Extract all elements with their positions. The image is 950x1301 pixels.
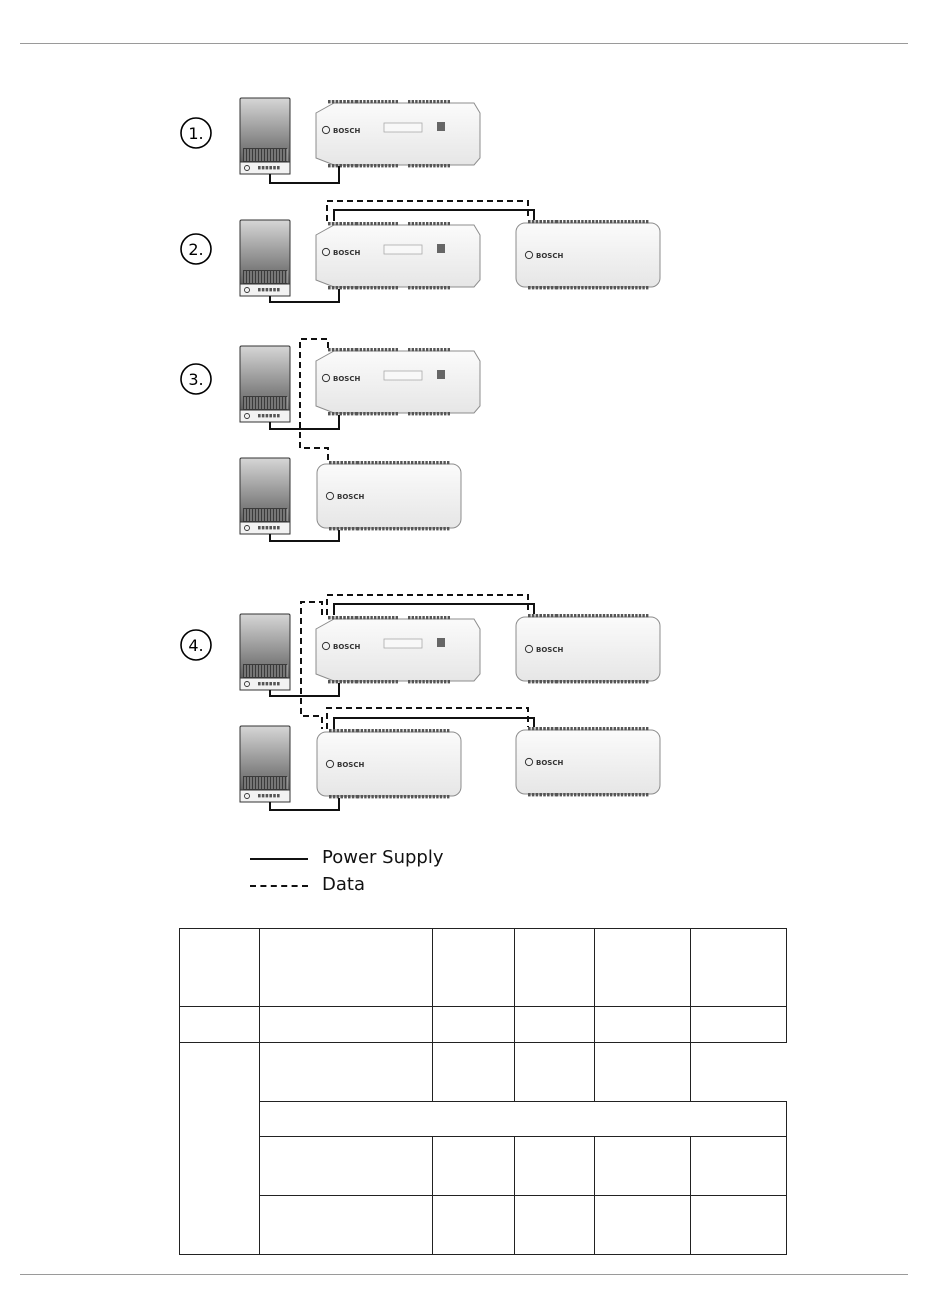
access-controller-module	[316, 100, 480, 167]
table-cell	[260, 1102, 787, 1137]
step-marker	[181, 630, 211, 660]
brand-label: BOSCH	[333, 643, 361, 651]
table-row	[180, 1137, 787, 1196]
power-wire	[334, 604, 534, 615]
table-cell	[180, 929, 260, 1007]
bottom-rule	[20, 1274, 908, 1275]
table-row	[180, 929, 787, 1007]
step-marker	[181, 234, 211, 264]
power-supply-unit	[240, 220, 290, 296]
psu-vents	[245, 665, 287, 677]
table-cell	[260, 1007, 433, 1043]
brand-label: BOSCH	[333, 375, 361, 383]
step-marker	[181, 364, 211, 394]
table-cell	[515, 1137, 595, 1196]
brand-label: BOSCH	[337, 493, 365, 501]
table-cell	[691, 1007, 787, 1043]
power-supply-unit	[240, 98, 290, 174]
table-cell	[515, 1043, 595, 1102]
brand-label: BOSCH	[536, 759, 564, 767]
extension-module	[516, 220, 660, 289]
psu-vents	[245, 271, 287, 283]
legend-data-line	[250, 885, 308, 887]
brand-label: BOSCH	[333, 127, 361, 135]
step-label: 3.	[188, 370, 204, 389]
step-label: 2.	[188, 240, 204, 259]
power-supply-unit	[240, 458, 290, 534]
brand-label: BOSCH	[536, 252, 564, 260]
power-supply-unit	[240, 614, 290, 690]
extension-module	[317, 461, 461, 530]
display-window	[384, 371, 422, 380]
table-cell	[433, 929, 515, 1007]
psu-vents	[245, 397, 287, 409]
step-label: 4.	[188, 636, 204, 655]
table-cell	[515, 1196, 595, 1255]
table-cell	[180, 1007, 260, 1043]
legend-data-label: Data	[322, 874, 365, 895]
table-cell	[595, 929, 691, 1007]
table-cell	[515, 929, 595, 1007]
table-cell	[595, 1007, 691, 1043]
display-window	[384, 639, 422, 648]
table-row	[180, 1196, 787, 1255]
status-led	[437, 122, 445, 131]
table-cell	[433, 1196, 515, 1255]
power-supply-unit	[240, 346, 290, 422]
status-led	[437, 244, 445, 253]
brand-label: BOSCH	[333, 249, 361, 257]
extension-module	[317, 729, 461, 798]
power-wire	[334, 210, 534, 221]
table-row	[180, 1007, 787, 1043]
table-cell	[595, 1196, 691, 1255]
step-marker	[181, 118, 211, 148]
table-cell	[691, 1196, 787, 1255]
table-cell	[260, 1196, 433, 1255]
legend-power-label: Power Supply	[322, 847, 444, 868]
step-label: 1.	[188, 124, 204, 143]
display-window	[384, 123, 422, 132]
table-cell	[691, 1137, 787, 1196]
table-cell	[260, 929, 433, 1007]
table-cell	[260, 1043, 433, 1102]
power-wire	[334, 718, 534, 729]
psu-vents	[245, 777, 287, 789]
power-supply-unit	[240, 726, 290, 802]
table-row	[180, 1102, 787, 1137]
legend-power-line	[250, 858, 308, 860]
access-controller-module	[316, 616, 480, 683]
brand-label: BOSCH	[536, 646, 564, 654]
spec-table	[179, 928, 787, 1255]
access-controller-module	[316, 348, 480, 415]
table-cell	[433, 1137, 515, 1196]
extension-module	[516, 727, 660, 796]
status-led	[437, 370, 445, 379]
table-cell	[260, 1137, 433, 1196]
table-row	[180, 1043, 787, 1102]
table-cell	[180, 1043, 260, 1255]
psu-vents	[245, 509, 287, 521]
table-cell	[433, 1043, 515, 1102]
table-cell	[515, 1007, 595, 1043]
psu-vents	[245, 149, 287, 161]
brand-label: BOSCH	[337, 761, 365, 769]
table-cell	[691, 929, 787, 1007]
table-cell	[433, 1007, 515, 1043]
extension-module	[516, 614, 660, 683]
table-cell	[595, 1043, 691, 1102]
status-led	[437, 638, 445, 647]
display-window	[384, 245, 422, 254]
table-cell	[595, 1137, 691, 1196]
access-controller-module	[316, 222, 480, 289]
